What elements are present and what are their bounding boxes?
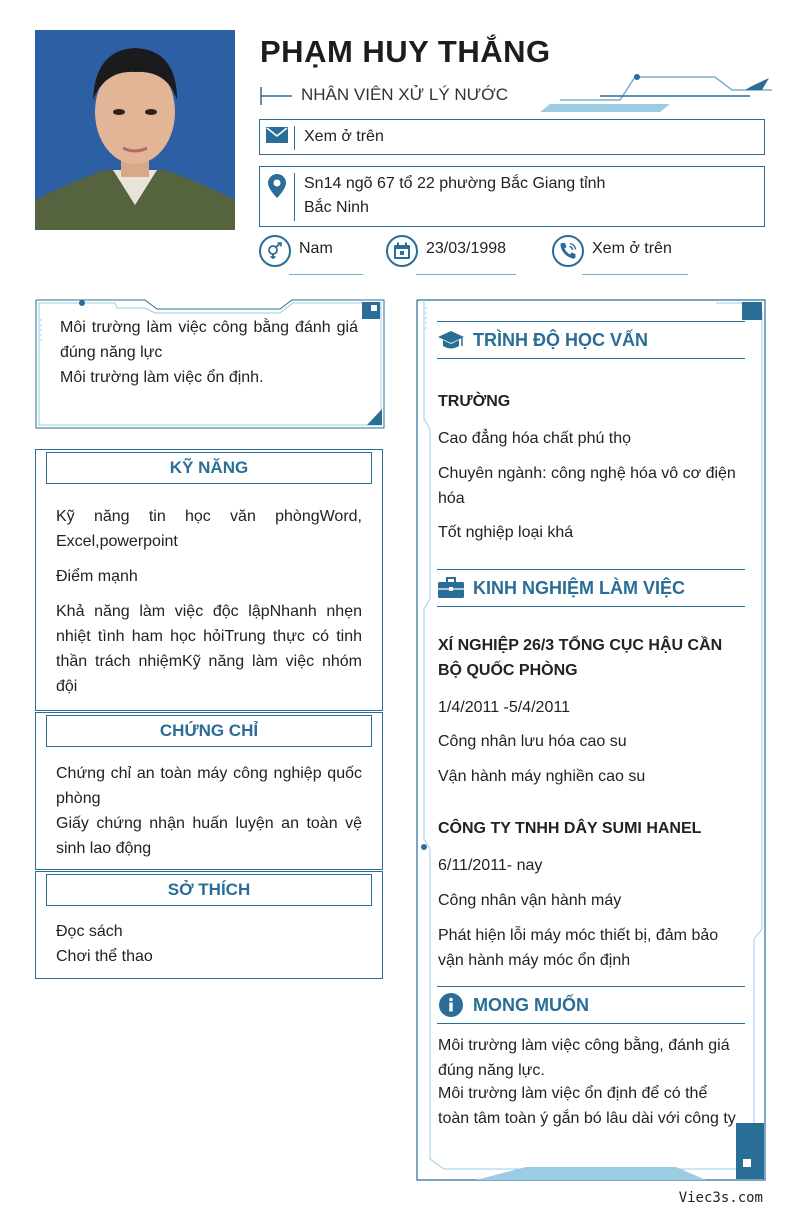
portrait-image — [35, 30, 235, 230]
skill-item: Kỹ năng tin học văn phòngWord, Excel,powerpoint — [56, 508, 362, 550]
certificate-item: Chứng chỉ an toàn máy công nghiệp quốc phòng — [56, 765, 362, 807]
hobbies-list — [56, 919, 362, 969]
address-box — [259, 166, 765, 227]
education-title: TRÌNH ĐỘ HỌC VẤN — [473, 329, 648, 350]
education-heading — [437, 321, 745, 359]
role-bracket-icon — [260, 86, 292, 106]
skill-item: Điểm mạnh — [56, 568, 138, 585]
wishes-title: MONG MUỐN — [473, 994, 589, 1015]
wishes-heading — [437, 986, 745, 1024]
job-period: 6/11/2011- nay — [438, 857, 543, 874]
hobbies-heading: SỞ THÍCH — [46, 874, 372, 906]
major: Chuyên ngành: công nghệ hóa vô cơ điện hóa — [438, 465, 736, 507]
hobby-item: Chơi thể thao — [56, 948, 153, 965]
wish-line-1: Môi trường làm việc công bằng, đánh giá đúng năng lực. — [438, 1037, 730, 1079]
profile-photo — [35, 30, 235, 230]
skills-heading: KỸ NĂNG — [46, 452, 372, 484]
info-icon — [437, 991, 465, 1019]
gender-icon — [259, 235, 291, 267]
email-box — [259, 119, 765, 155]
experience-heading — [437, 569, 745, 607]
skill-item: Khả năng làm việc độc lậpNhanh nhẹn nhiệt tình ham học hỏiTrung thực có tinh thần trách nhiệmKỹ năng làm việc nhóm đội — [56, 603, 362, 695]
briefcase-icon — [437, 574, 465, 602]
candidate-name: PHẠM HUY THẮNG — [260, 34, 551, 69]
hobby-item: Đọc sách — [56, 923, 123, 940]
job-position: Công nhân lưu hóa cao su — [438, 733, 627, 750]
job-description: Phát hiện lỗi máy móc thiết bị, đảm bảo vận hành máy móc ổn định — [438, 927, 719, 969]
job-period: 1/4/2011 -5/4/2011 — [438, 699, 570, 716]
birthday-value: 23/03/1998 — [426, 240, 507, 257]
certificate-item: Giấy chứng nhận huấn luyện an toàn vệ sinh lao động — [56, 815, 362, 857]
phone-icon — [552, 235, 584, 267]
hobbies-section — [35, 871, 383, 979]
address-line-1: Sn14 ngõ 67 tổ 22 phường Bắc Giang tỉnh — [304, 175, 606, 192]
school-name: Cao đẳng hóa chất phú thọ — [438, 430, 632, 447]
location-pin-icon — [260, 174, 294, 198]
job-title: NHÂN VIÊN XỬ LÝ NƯỚC — [301, 85, 509, 104]
objective-line-1: Môi trường làm việc công bằng đánh giá đúng năng lực — [60, 319, 358, 361]
decorative-circuit — [540, 72, 772, 114]
graduation-cap-icon — [437, 326, 465, 354]
certificates-section — [35, 712, 383, 870]
job-company: CÔNG TY TNHH DÂY SUMI HANEL — [438, 820, 702, 837]
job-position: Công nhân vận hành máy — [438, 892, 622, 909]
objective-text — [60, 315, 358, 390]
education-label: TRƯỜNG — [438, 393, 511, 410]
certificates-list — [56, 761, 362, 861]
phone-value: Xem ở trên — [592, 240, 672, 257]
gender-value: Nam — [299, 240, 333, 257]
email-value: Xem ở trên — [304, 128, 384, 145]
footer-brand: Viec3s.com — [678, 1190, 763, 1206]
skills-list — [56, 504, 362, 709]
objective-line-2: Môi trường làm việc ổn định. — [60, 369, 264, 386]
wish-line-2: Môi trường làm việc ổn định để có thể toàn tâm toàn ý gắn bó lâu dài với công ty — [438, 1085, 736, 1127]
experience-title: KINH NGHIỆM LÀM VIỆC — [473, 577, 686, 598]
job-description: Vận hành máy nghiền cao su — [438, 768, 646, 785]
email-icon — [260, 127, 294, 143]
job-company: XÍ NGHIỆP 26/3 TỔNG CỤC HẬU CẦN BỘ QUỐC PHÒNG — [438, 637, 723, 679]
certificates-heading: CHỨNG CHỈ — [46, 715, 372, 747]
skills-section — [35, 449, 383, 711]
graduation-grade: Tốt nghiệp loại khá — [438, 524, 574, 541]
address-line-2: Bắc Ninh — [304, 199, 369, 216]
calendar-icon — [386, 235, 418, 267]
